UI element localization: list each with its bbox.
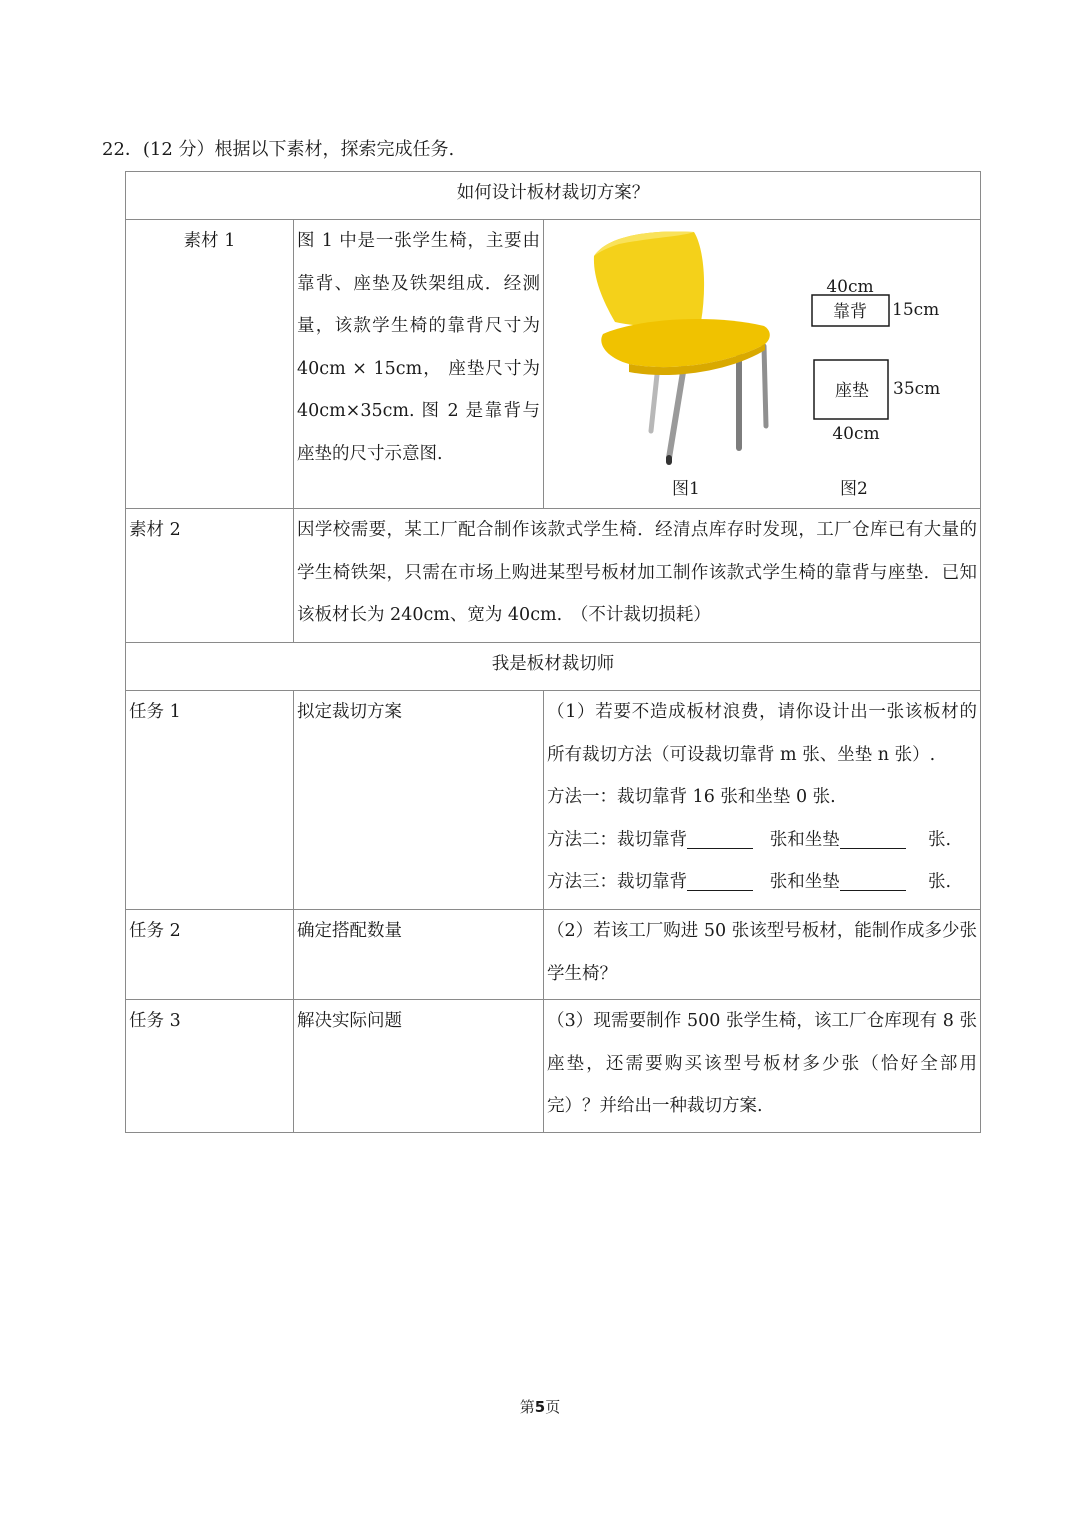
page-suffix: 页: [545, 1398, 561, 1416]
material1-row: [126, 220, 981, 509]
method3-suffix: 张.: [927, 872, 952, 892]
page-prefix: 第: [519, 1398, 535, 1416]
task1-method3: [547, 861, 977, 904]
section-header-row: [126, 643, 981, 691]
method3-middle: 张和坐垫: [769, 872, 840, 892]
material1-text: 图 1 中是一张学生椅，主要由靠背、座垫及铁架组成．经测量，该款学生椅的靠背尺寸为 40cm × 15cm， 座垫尺寸为 40cm×35cm. 图 2 是靠背与座垫的尺寸示意图.: [294, 220, 544, 509]
table-header-row: [126, 172, 981, 220]
task2-row: [126, 910, 981, 1000]
seat-label: 座垫: [835, 381, 869, 401]
seat-width-label: 40cm: [832, 424, 880, 444]
backrest-width-label: 40cm: [826, 277, 874, 297]
method2-suffix: 张.: [927, 829, 952, 850]
task1-content: [544, 691, 981, 910]
material1-figures: [544, 220, 981, 509]
task-table: [125, 171, 981, 1133]
task1-label: 任务 1: [126, 691, 294, 910]
page-number: [0, 1396, 1080, 1417]
task1-row: [126, 691, 981, 910]
task2-question: （2）若该工厂购进 50 张该型号板材，能制作成多少张学生椅？: [544, 910, 981, 1000]
task1-method1: 方法一：裁切靠背 16 张和坐垫 0 张.: [547, 787, 836, 807]
dimension-diagram: [804, 274, 974, 454]
task1-name: 拟定裁切方案: [294, 691, 544, 910]
figure1-caption: 图1: [672, 479, 700, 499]
task3-row: [126, 1000, 981, 1133]
material1-label: 素材 1: [126, 220, 294, 509]
question-title: 22．(12 分）根据以下素材，探索完成任务.: [102, 139, 455, 160]
backrest-label: 靠背: [833, 302, 867, 322]
task2-name: 确定搭配数量: [294, 910, 544, 1000]
method2-middle: 张和坐垫: [769, 829, 840, 850]
material2-row: [126, 509, 981, 643]
method3-prefix: 方法三：裁切靠背: [547, 872, 687, 892]
task3-name: 解决实际问题: [294, 1000, 544, 1133]
task2-label: 任务 2: [126, 910, 294, 1000]
task3-label: 任务 3: [126, 1000, 294, 1133]
task1-method2: [547, 819, 977, 862]
method3-backrest-blank[interactable]: [687, 871, 753, 891]
method2-backrest-blank[interactable]: [687, 828, 753, 848]
page-number-value: 5: [534, 1398, 546, 1416]
task3-question: （3）现需要制作 500 张学生椅，该工厂仓库现有 8 张座垫，还需要购买该型号板材多少张（恰好全部用完）？并给出一种裁切方案.: [544, 1000, 981, 1133]
task1-question: （1）若要不造成板材浪费，请你设计出一张该板材的所有裁切方法（可设裁切靠背 m 张、坐垫 n 张）.: [547, 702, 977, 765]
chair-image: [589, 226, 819, 476]
material2-text: 因学校需要，某工厂配合制作该款式学生椅．经清点库存时发现，工厂仓库已有大量的学生椅铁架，只需在市场上购进某型号板材加工制作该款式学生椅的靠背与座垫．已知该板材长为 240cm、宽为 40cm. （不计裁切损耗）: [294, 509, 981, 643]
method2-seat-blank[interactable]: [840, 828, 906, 848]
material2-label: 素材 2: [126, 509, 294, 643]
figure2-caption: 图2: [840, 479, 868, 499]
seat-height-label: 35cm: [893, 379, 941, 399]
section-header: 我是板材裁切师: [126, 643, 981, 691]
method2-prefix: 方法二：裁切靠背: [547, 829, 687, 850]
backrest-height-label: 15cm: [892, 300, 940, 320]
method3-seat-blank[interactable]: [840, 871, 906, 891]
table-header: 如何设计板材裁切方案？: [126, 172, 981, 220]
